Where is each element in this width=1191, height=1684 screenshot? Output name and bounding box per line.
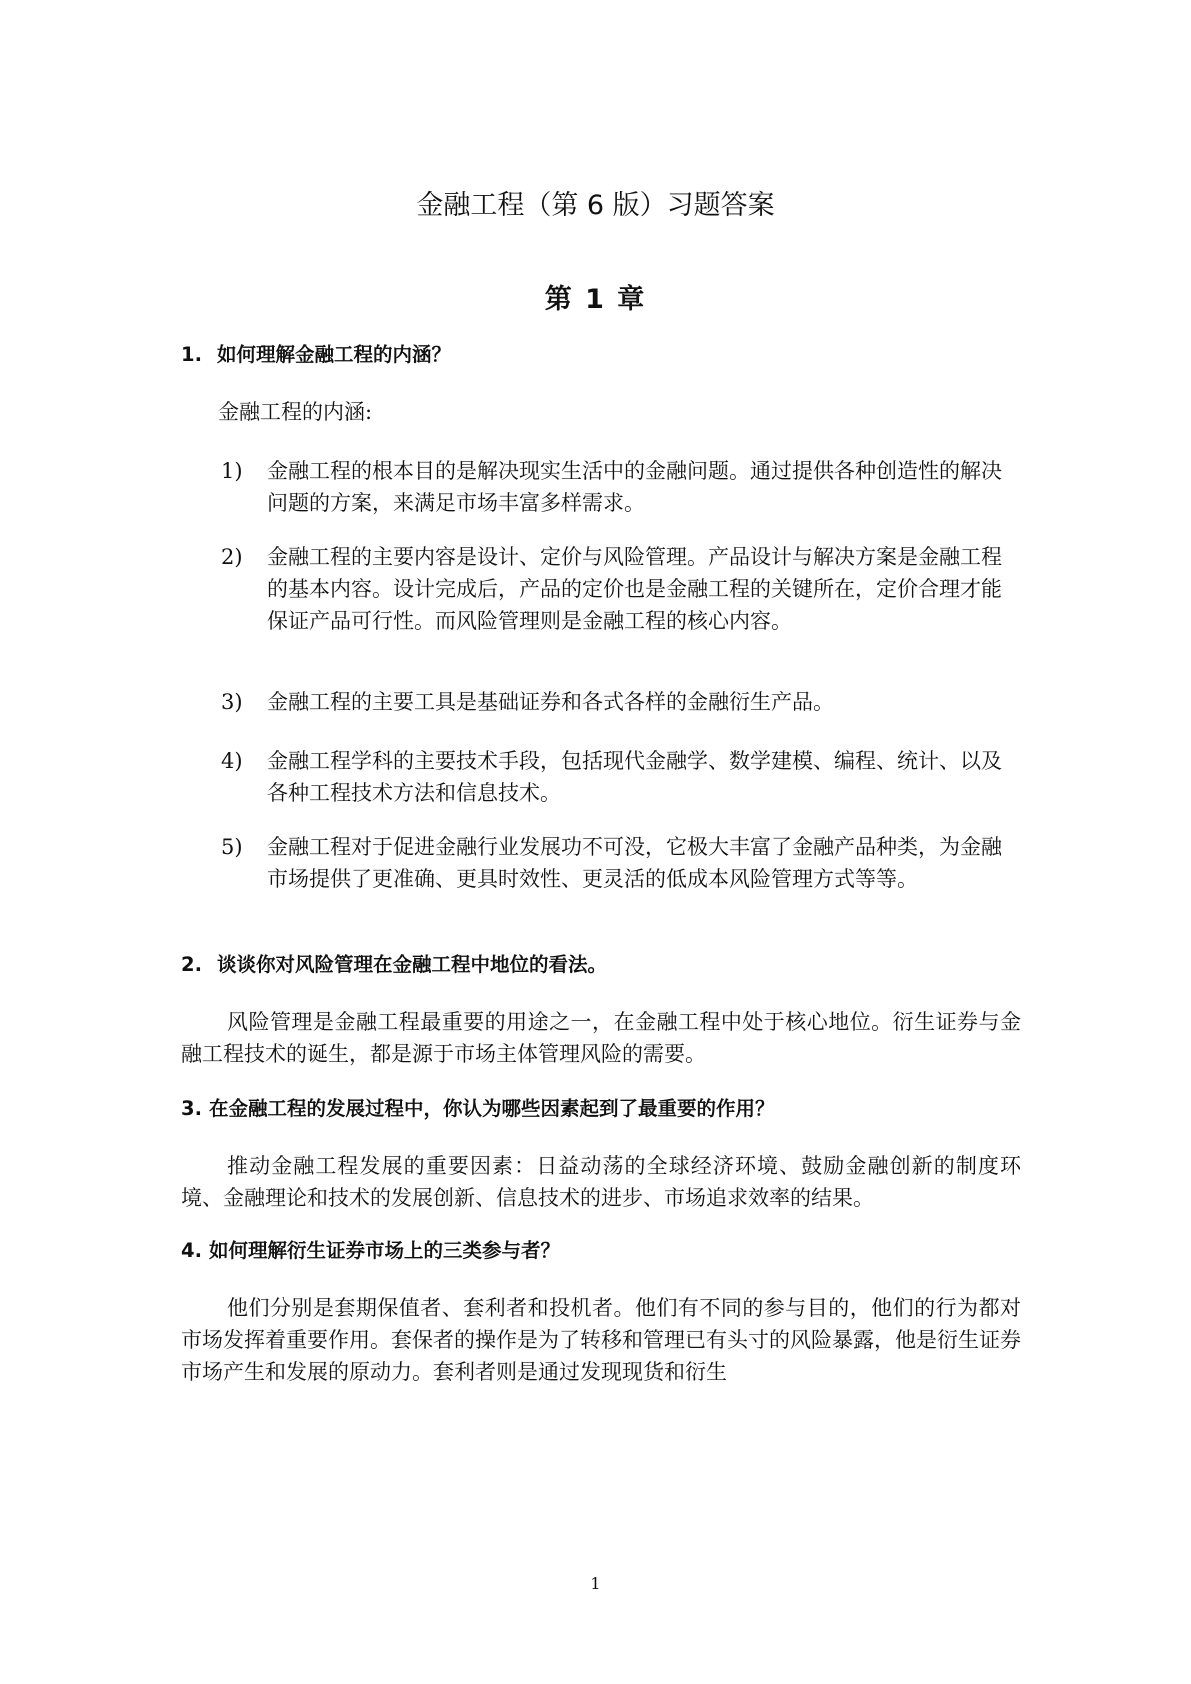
document-title: 金融工程（第 6 版）习题答案 — [416, 190, 775, 221]
question-2-heading — [181, 950, 1021, 980]
question-2-number: 2. — [181, 953, 202, 976]
list-item — [221, 831, 1021, 895]
question-1-intro: 金融工程的内涵: — [218, 400, 373, 424]
question-1-heading — [181, 340, 1021, 370]
list-item-number: 5) — [221, 835, 243, 859]
question-3-number: 3. — [181, 1097, 202, 1120]
question-1-title: 如何理解金融工程的内涵？ — [217, 343, 452, 366]
question-2-title: 谈谈你对风险管理在金融工程中地位的看法。 — [217, 953, 608, 976]
question-3-title: 在金融工程的发展过程中，你认为哪些因素起到了最重要的作用？ — [209, 1097, 775, 1120]
list-item — [221, 455, 1021, 519]
list-item — [221, 686, 1021, 718]
list-item-number: 2) — [221, 545, 243, 569]
list-item-text: 金融工程的主要内容是设计、定价与风险管理。产品设计与解决方案是金融工程的基本内容。设计完成后，产品的定价也是金融工程的关键所在，定价合理才能保证产品可行性。而风险管理则是金融工程的核心内容。 — [267, 545, 1002, 633]
list-item-text: 金融工程的根本目的是解决现实生活中的金融问题。通过提供各种创造性的解决问题的方案，来满足市场丰富多样需求。 — [267, 459, 1002, 515]
list-item-number: 3) — [221, 690, 243, 714]
question-1-number: 1. — [181, 343, 202, 366]
page-number: 1 — [590, 1574, 601, 1593]
list-item — [221, 745, 1021, 809]
question-3-answer: 推动金融工程发展的重要因素：日益动荡的全球经济环境、鼓励金融创新的制度环境、金融理论和技术的发展创新、信息技术的进步、市场追求效率的结果。 — [181, 1154, 1021, 1210]
list-item-number: 4) — [221, 749, 243, 773]
question-4-answer: 他们分别是套期保值者、套利者和投机者。他们有不同的参与目的，他们的行为都对市场发挥着重要作用。套保者的操作是为了转移和管理已有头寸的风险暴露，他是衍生证券市场产生和发展的原动力。套利者则是通过发现现货和衍生 — [181, 1296, 1021, 1384]
question-4-number: 4. — [181, 1239, 202, 1262]
question-3-heading — [181, 1094, 1021, 1124]
list-item-text: 金融工程学科的主要技术手段，包括现代金融学、数学建模、编程、统计、以及各种工程技术方法和信息技术。 — [267, 749, 1002, 805]
list-item-number: 1) — [221, 459, 243, 483]
chapter-heading: 第 1 章 — [544, 284, 647, 315]
question-4-heading — [181, 1236, 1021, 1266]
question-2-answer: 风险管理是金融工程最重要的用途之一，在金融工程中处于核心地位。衍生证券与金融工程技术的诞生，都是源于市场主体管理风险的需要。 — [181, 1010, 1021, 1066]
list-item — [221, 541, 1021, 637]
list-item-text: 金融工程对于促进金融行业发展功不可没，它极大丰富了金融产品种类，为金融市场提供了更准确、更具时效性、更灵活的低成本风险管理方式等等。 — [267, 835, 1002, 891]
question-4-title: 如何理解衍生证券市场上的三类参与者？ — [209, 1239, 561, 1262]
list-item-text: 金融工程的主要工具是基础证券和各式各样的金融衍生产品。 — [267, 690, 834, 714]
